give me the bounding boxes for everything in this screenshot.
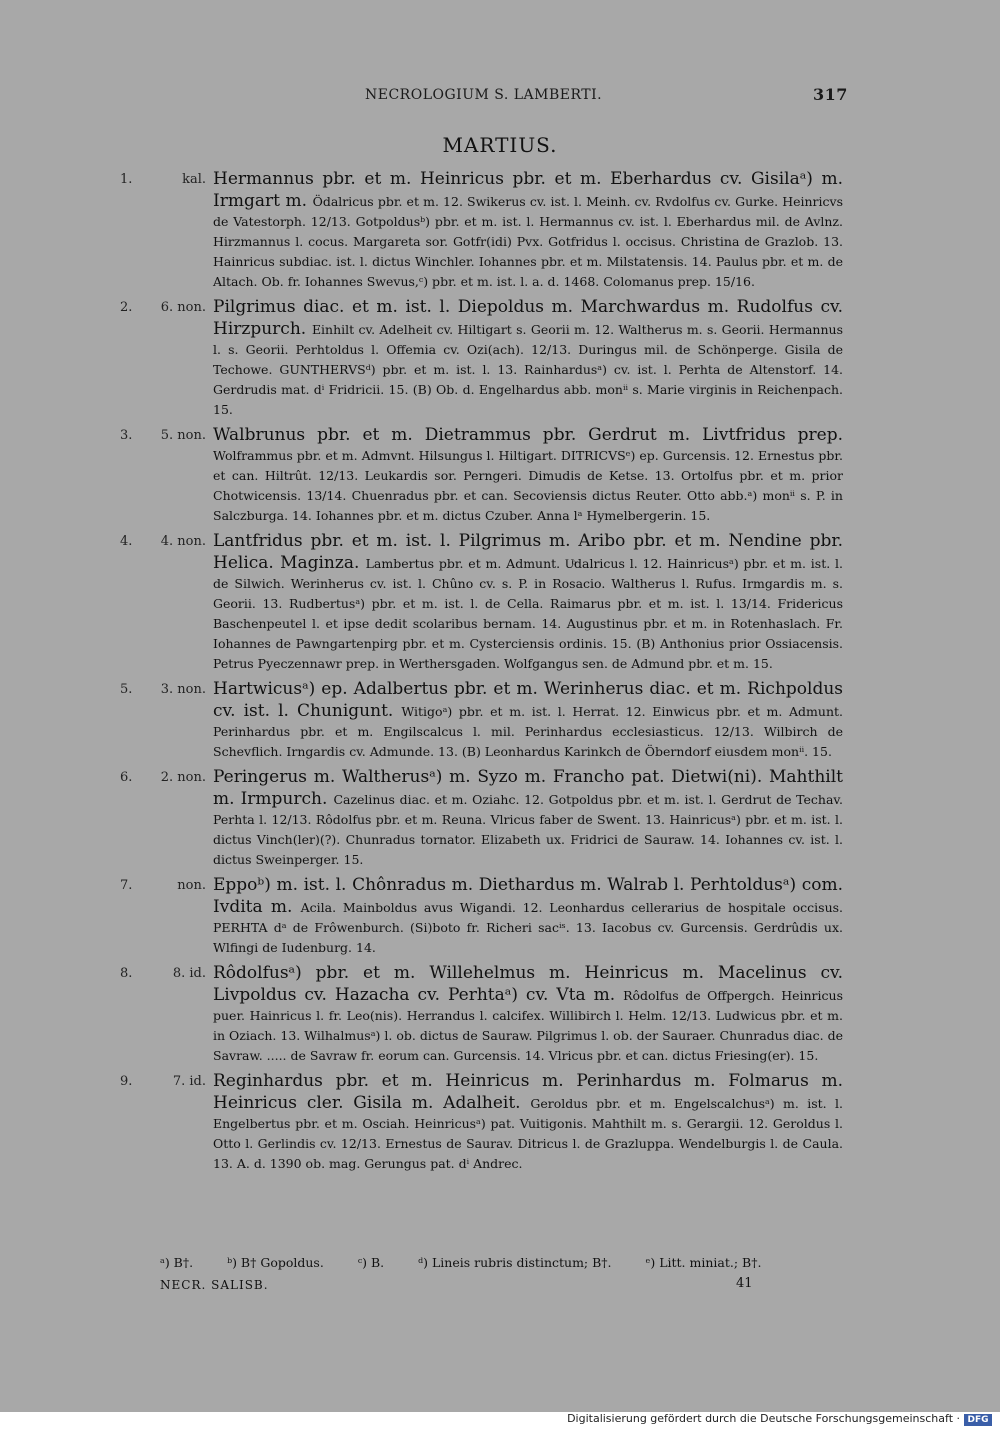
- entry-text: Ödalricus pbr. et m. 12. Swikerus cv. ist. l. Meinh. cv. Rvdolfus cv. Gurke. Heinricvs de Vatestorph. 12/13. Gotpoldusᵇ) pbr. et m. ist. l. Hermannus cv. ist. l. Eberhardus mil. de Avlnz. Hirzmannus l. cocus. Margareta sor. Gotfr(idi) Pvx. Gotfridus l. occisus. Christina de Grazlob. 13. Hainricus subdiac. ist. l. dictus Winchler. Iohannes pbr. et m. Milstatensis. 14. Paulus pbr. et m. de Altach. Ob. fr. Iohannes Swevus,ᶜ) pbr. et m. ist. l. a. d. 1468. Colomanus prep. 15/16.: [213, 194, 843, 289]
- footnotes: [160, 1255, 840, 1270]
- entry-lead: Eppoᵇ) m. ist. l. Chônradus m. Diethardus m. Walrab l. Perhtoldusᵃ) com. Ivdita m.: [213, 875, 843, 917]
- dfg-notice: Digitalisierung gefördert durch die Deutsche Forschungsgemeinschaft ·: [567, 1412, 960, 1425]
- entry-text: Wolframmus pbr. et m. Admvnt. Hilsungus l. Hiltigart. DITRICVSᵉ) ep. Gurcensis. 12. Ernestus pbr. et can. Hiltrût. 12/13. Leukardis sor. Perngeri. Dimudis de Ketse. 13. Ortolfus pbr. et m. prior Chotwicensis. 13/14. Chuenradus pbr. et can. Secoviensis dictus Reuter. Otto abb.ᵃ) monⁱⁱ s. P. in Salczburga. 14. Iohannes pbr. et m. dictus Czuber. Anna lᵃ Hymelbergerin. 15.: [213, 448, 843, 523]
- entry-3: [0, 424, 1000, 526]
- entry-lead: Peringerus m. Waltherusᵃ) m. Syzo m. Francho pat. Dietwi(ni). Mahthilt m. Irmpurch.: [213, 767, 843, 809]
- footnote-e: ᵉ) Litt. miniat.; B†.: [645, 1255, 762, 1270]
- day-number: 2.: [120, 300, 133, 315]
- page-number: 317: [813, 85, 848, 104]
- entry-body: [213, 678, 843, 762]
- entry-lead: Pilgrimus diac. et m. ist. l. Diepoldus m. Marchwardus m. Rudolfus cv. Hirzpurch.: [213, 297, 843, 339]
- day-number: 5.: [120, 682, 133, 697]
- entry-body: [213, 874, 843, 958]
- roman-date: 3. non.: [160, 682, 206, 697]
- sheet-number: 41: [736, 1276, 753, 1291]
- necrology-entries: [0, 168, 1000, 1178]
- entry-9: [0, 1070, 1000, 1174]
- roman-date: kal.: [182, 172, 206, 187]
- dfg-logo-icon: DFG: [964, 1414, 992, 1426]
- entry-text: Acila. Mainboldus avus Wigandi. 12. Leonhardus cellerarius de hospitale occisus. PERHTA dᵃ de Frôwenburch. (Si)boto fr. Richeri sacⁱˢ. 13. Iacobus cv. Gurcensis. Gerdrûdis ux. Wlfingi de Iudenburg. 14.: [213, 900, 844, 955]
- roman-date: 6. non.: [160, 300, 206, 315]
- entry-text: Cazelinus diac. et m. Oziahc. 12. Gotpoldus pbr. et m. ist. l. Gerdrut de Techav. Perhta l. 12/13. Rôdolfus pbr. et m. Reuna. Vlricus faber de Swent. 13. Hainricusᵃ) pbr. et m. ist. l. dictus Vinch(ler)(?). Chunradus tornator. Elizabeth ux. Fridrici de Sauraw. 14. Iohannes cv. ist. l. dictus Sweinperger. 15.: [213, 792, 843, 867]
- footnote-c: ᶜ) B.: [357, 1255, 385, 1270]
- day-number: 8.: [120, 966, 133, 981]
- roman-date: 5. non.: [160, 428, 206, 443]
- roman-date: 2. non.: [160, 770, 206, 785]
- entry-text: Witigoᵃ) pbr. et m. ist. l. Herrat. 12. Einwicus pbr. et m. Admunt. Perinhardus pbr. et m. Engilscalcus l. mil. Perinhardus ecclesiasticus. 12/13. Wilbirch de Schevflich. Irngardis cv. Admunde. 13. (B) Leonhardus Karinkch de Öberndorf eiusdem monⁱⁱ. 15.: [213, 704, 844, 759]
- month-title: MARTIUS.: [442, 133, 558, 157]
- running-title: NECROLOGIUM S. LAMBERTI.: [365, 87, 603, 103]
- entry-body: [213, 962, 843, 1066]
- page-header: [0, 87, 1000, 109]
- entry-body: [213, 296, 843, 420]
- day-number: 6.: [120, 770, 133, 785]
- day-number: 7.: [120, 878, 133, 893]
- entry-lead: Reginhardus pbr. et m. Heinricus m. Perinhardus m. Folmarus m. Heinricus cler. Gisila m. Adalheit.: [213, 1071, 843, 1113]
- footnote-a: ᵃ) B†.: [160, 1255, 194, 1270]
- roman-date: 8. id.: [172, 966, 206, 981]
- entry-1: [0, 168, 1000, 292]
- roman-date: 7. id.: [172, 1074, 206, 1089]
- entry-5: [0, 678, 1000, 762]
- entry-7: [0, 874, 1000, 958]
- entry-text: Rôdolfus de Offpergch. Heinricus puer. Hainricus l. fr. Leo(nis). Herrandus l. calcifex. Willibirch l. Helm. 12/13. Ludwicus pbr. et m. in Oziach. 13. Wilhalmusᵃ) l. ob. dictus de Sauraw. Pilgrimus l. ob. der Sauraer. Chunradus diac. de Savraw. ..... de Savraw fr. eorum can. Gurcensis. 14. Vlricus pbr. et can. dictus Friesing(er). 15.: [213, 988, 843, 1063]
- entry-8: [0, 962, 1000, 1066]
- entry-body: [213, 168, 843, 292]
- entry-6: [0, 766, 1000, 870]
- entry-4: [0, 530, 1000, 674]
- entry-body: [213, 530, 843, 674]
- day-number: 3.: [120, 428, 133, 443]
- signature-mark: NECR. SALISB.: [160, 1278, 269, 1292]
- entry-lead: Hartwicusᵃ) ep. Adalbertus pbr. et m. Werinherus diac. et m. Richpoldus cv. ist. l. Chunigunt.: [213, 679, 843, 721]
- entry-lead: Rôdolfusᵃ) pbr. et m. Willehelmus m. Heinricus m. Macelinus cv. Livpoldus cv. Hazacha cv. Perhtaᵃ) cv. Vta m.: [213, 963, 843, 1005]
- entry-text: Lambertus pbr. et m. Admunt. Uͦdalricus l. 12. Hainricusᵃ) pbr. et m. ist. l. de Silwich. Werinherus cv. ist. l. Chûno cv. s. P. in Rosacio. Waltherus l. Rufus. Irmgardis m. s. Georii. 13. Rudbertusᵃ) pbr. et m. ist. l. de Cella. Raimarus pbr. et m. ist. l. 13/14. Fridericus Baschenpeutel l. et ipse dedit scolaribus bernam. 14. Augustinus pbr. et m. in Rotenhaslach. Fr. Iohannes de Pawngartenpirg pbr. et m. Cysterciensis ordinis. 15. (B) Anthonius prior Ossiacensis. Petrus Pyeczennawr prep. in Werthersgaden. Wolfgangus sen. de Admund pbr. et m. 15.: [213, 556, 843, 671]
- day-number: 9.: [120, 1074, 133, 1089]
- entry-lead: Walbrunus pbr. et m. Dietrammus pbr. Gerdrut m. Livtfridus prep.: [213, 425, 843, 445]
- entry-body: [213, 424, 843, 526]
- dfg-footer: [0, 1412, 1000, 1429]
- entry-body: [213, 1070, 843, 1174]
- day-number: 1.: [120, 172, 133, 187]
- entry-text: Einhilt cv. Adelheit cv. Hiltigart s. Georii m. 12. Waltherus m. s. Georii. Hermannus l. s. Georii. Perhtoldus l. Offemia cv. Ozi(ach). 12/13. Duringus mil. de Schönperge. Gisila de Techowe. GUNTHERVSᵈ) pbr. et m. ist. l. 13. Rainhardusᵃ) cv. ist. l. Perhta de Altenstorf. 14. Gerdrudis mat. dⁱ Fridricii. 15. (B) Ob. d. Engelhardus abb. monⁱⁱ s. Marie virginis in Reichenpach. 15.: [213, 322, 843, 417]
- footnote-d: ᵈ) Lineis rubris distinctum; B†.: [418, 1255, 612, 1270]
- entry-body: [213, 766, 843, 870]
- footnote-b: ᵇ) B† Gopoldus.: [227, 1255, 324, 1270]
- day-number: 4.: [120, 534, 133, 549]
- entry-2: [0, 296, 1000, 420]
- roman-date: 4. non.: [160, 534, 206, 549]
- entry-text: Geroldus pbr. et m. Engelscalchusᵃ) m. ist. l. Engelbertus pbr. et m. Osciah. Heinricusᵃ) pat. Vuitigonis. Mahthilt m. s. Gerargii. 12. Geroldus l. Otto l. Gerlindis cv. 12/13. Ernestus de Saurav. Ditricus l. de Grazluppa. Wendelburgis l. de Caula. 13. A. d. 1390 ob. mag. Gerungus pat. dⁱ Andrec.: [213, 1096, 843, 1171]
- entry-lead: Lantfridus pbr. et m. ist. l. Pilgrimus m. Aribo pbr. et m. Nendine pbr. Helica. Maginza.: [213, 531, 843, 573]
- roman-date: non.: [177, 878, 206, 893]
- entry-lead: Hermannus pbr. et m. Heinricus pbr. et m. Eberhardus cv. Gisilaᵃ) m. Irmgart m.: [213, 169, 843, 211]
